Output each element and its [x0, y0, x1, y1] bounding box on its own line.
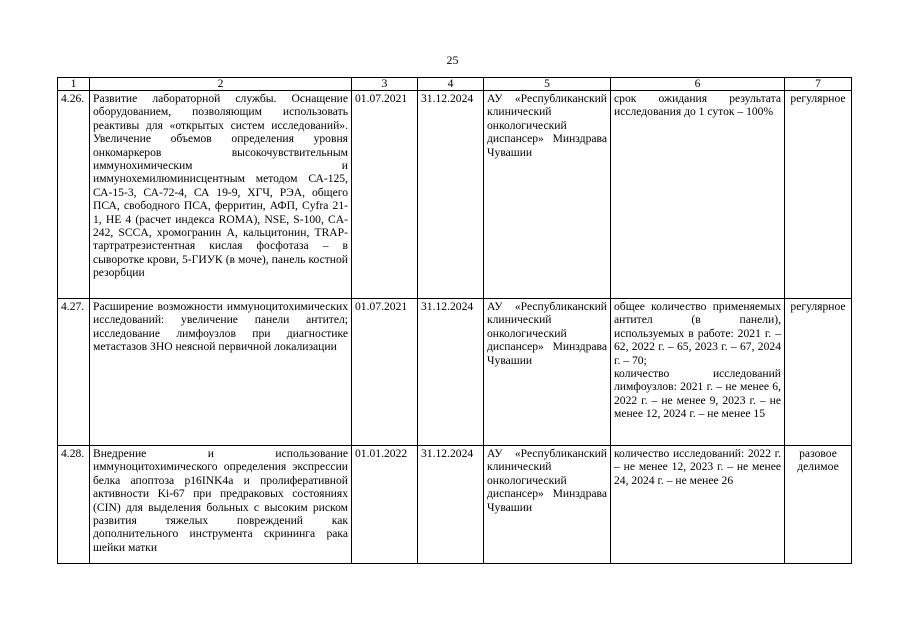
indicator-text: общее количество применяемых антител (в панели), используемых в работе: 2021 г. – 62, 2022 г. – 65, 2023 г. – 67, 2024 г. – 70; [614, 300, 781, 367]
measure-description: Развитие лабораторной службы. Оснащение оборудованием, позволяющим использовать реактивы для «открытых систем исследований». Увеличение объемов определения уровня онкомаркеров высокочувствительным иммунохимическим и иммунохемилюминисцентным методом СА-125, СА-15-3, СА-72-4, СА 19-9, ХГЧ, РЭА, общего ПСА, свободного ПСА, ферритин, АФП, Cyfra 21-1, НЕ 4 (расчет индекса ROMA), NSE, S-100, CA-242, SCCA, хромогранин А, кальцитонин, TRAP-тартратрезистентная кислая фосфотаза – в сыворотке крови, 5-ГИУК (в моче), панель костной резорбции [90, 91, 352, 299]
indicator [611, 446, 785, 564]
periodicity: разовое делимое [785, 446, 852, 564]
measures-table [57, 77, 852, 564]
table-row [58, 446, 852, 564]
column-header-2: 2 [90, 78, 352, 91]
periodicity: регулярное [785, 91, 852, 299]
table-row [58, 91, 852, 299]
row-number: 4.27. [58, 299, 90, 446]
indicator-text-2: количество исследований лимфоузлов: 2021 г. – не менее 6, 2022 г. – не менее 9, 2023 г. – не менее 12, 2024 г. – не менее 15 [614, 367, 781, 421]
indicator-text: количество исследований: 2022 г. – не менее 12, 2023 г. – не менее 24, 2024 г. – не менее 26 [614, 447, 781, 487]
executor: АУ «Республиканский клинический онкологический диспансер» Минздрава Чувашии [484, 299, 611, 446]
page-number: 25 [446, 53, 459, 67]
indicator [611, 91, 785, 299]
column-header-3: 3 [352, 78, 418, 91]
row-number: 4.26. [58, 91, 90, 299]
end-date: 31.12.2024 [418, 446, 484, 564]
column-header-1: 1 [58, 78, 90, 91]
start-date: 01.07.2021 [352, 91, 418, 299]
column-header-6: 6 [611, 78, 785, 91]
row-number: 4.28. [58, 446, 90, 564]
executor: АУ «Республиканский клинический онкологический диспансер» Минздрава Чувашии [484, 446, 611, 564]
column-header-4: 4 [418, 78, 484, 91]
indicator-text: срок ожидания результата исследования до 1 суток – 100% [614, 92, 781, 119]
indicator [611, 299, 785, 446]
start-date: 01.07.2021 [352, 299, 418, 446]
column-header-7: 7 [785, 78, 852, 91]
end-date: 31.12.2024 [418, 91, 484, 299]
end-date: 31.12.2024 [418, 299, 484, 446]
executor: АУ «Республиканский клинический онкологический диспансер» Минздрава Чувашии [484, 91, 611, 299]
measure-description: Расширение возможности иммуноцитохимических исследований: увеличение панели антител; исследование лимфоузлов при диагностике метастазов ЗНО неясной первичной локализации [90, 299, 352, 446]
column-header-5: 5 [484, 78, 611, 91]
start-date: 01.01.2022 [352, 446, 418, 564]
measure-description: Внедрение и использование иммуноцитохимического определения экспрессии белка апоптоза p16INK4a и пролиферативной активности Ki-67 при предраковых состояниях (CIN) для выделения больных с высоким риском развития тяжелых повреждений как дополнительного инструмента скрининга рака шейки матки [90, 446, 352, 564]
table-row [58, 299, 852, 446]
column-number-row [58, 78, 852, 91]
periodicity: регулярное [785, 299, 852, 446]
